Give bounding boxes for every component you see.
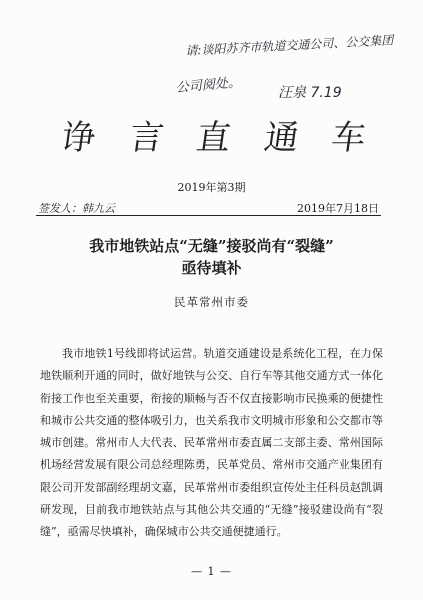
meta-row <box>38 200 379 216</box>
body-paragraph: 我市地铁1号线即将试运营。轨道交通建设是系统化工程，在力保地铁顺利开通的同时，做好地铁与公交、自行车等其他交通方式一体化衔接工作也至关重要，衔接的顺畅与否不仅直接影响市民换乘的便捷性和城市公共交通的整体吸引力，也关系我市文明城市形象和公交都市等城市创建。常州市人大代表、民革常州市委直属二支部主委、常州国际机场经营发展有限公司总经理陈勇，民革党员、常州市交通产业集团有限公司开发部副经理胡文嘉，民革常州市委组织宣传处主任科员赵凯调研发现，目前我市地铁站点与其他公共交通的“无缝”接驳建设尚有“裂缝”，亟需尽快填补，确保城市公共交通便捷通行。 <box>40 347 383 539</box>
masthead-char: 言 <box>126 118 168 158</box>
masthead-char: 通 <box>261 118 303 158</box>
issuer: 签发人：韩九云 <box>38 202 115 215</box>
article-title-line1: 我市地铁站点“无缝”接驳尚有“裂缝” <box>89 237 334 255</box>
handwritten-signature: 汪泉 7.19 <box>278 85 342 101</box>
masthead-char: 诤 <box>58 118 101 158</box>
header-divider <box>36 215 381 216</box>
article-author: 民革常州市委 <box>174 295 249 309</box>
issue-label: 2019年第3期 <box>177 181 246 194</box>
masthead-char: 直 <box>193 118 236 158</box>
masthead-char: 车 <box>328 118 371 158</box>
issue-date: 2019年7月18日 <box>297 202 379 215</box>
article-title-line2: 亟待填补 <box>181 259 242 277</box>
masthead-title <box>58 110 371 159</box>
article-body <box>40 343 383 544</box>
article-title <box>0 235 423 279</box>
handwritten-note-line2: 公司阅处。 <box>175 75 242 96</box>
handwritten-note-line1: 请:谈阳苏齐市轨道交通公司、公交集团 <box>185 33 394 58</box>
page-number: — 1 — <box>191 565 232 578</box>
